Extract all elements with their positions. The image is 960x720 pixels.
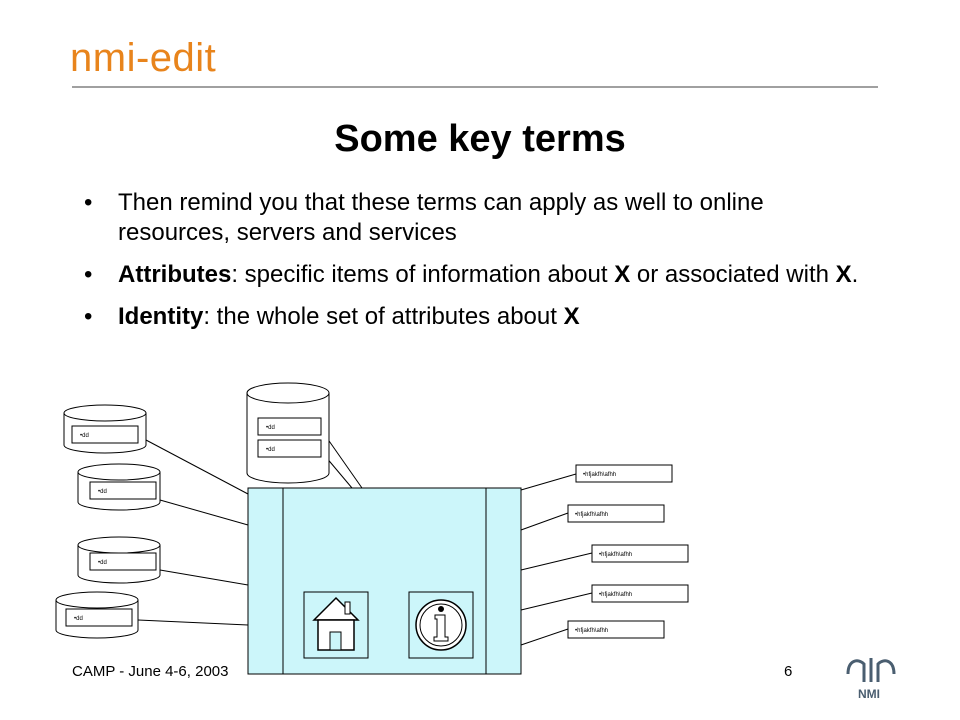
attribute-box (568, 621, 664, 638)
bullet-item: • Attributes: specific items of information about X or associated with X. (84, 261, 859, 288)
identity-panel (248, 488, 521, 674)
brand-title: nmi-edit (70, 36, 217, 80)
db-label: •dd (98, 560, 107, 566)
database-5 (247, 383, 329, 483)
bullet-text: . (851, 261, 859, 288)
attr-label: •hfjakfh\afhh (583, 472, 617, 478)
term-x: X (835, 261, 852, 288)
info-icon (409, 592, 473, 658)
term-identity: Identity (118, 303, 204, 330)
db-label: •dd (266, 447, 275, 453)
page-number: 6 (784, 663, 793, 680)
bullet-text: Then remind you that these terms can apply as well to online resources, servers and services (118, 189, 764, 246)
db-label: •dd (266, 425, 275, 431)
footer-event: CAMP - June 4-6, 2003 (72, 663, 229, 680)
nmi-logo (840, 652, 900, 702)
database-3 (78, 537, 160, 583)
attribute-box (592, 545, 688, 562)
bullet-text: or associated with (630, 261, 836, 288)
attribute-box (568, 505, 664, 522)
bullet-item: • Then remind you that these terms can apply as well to online resources, servers and services (84, 189, 764, 246)
bullet-text: : the whole set of attributes about (203, 303, 564, 330)
slide-title: Some key terms (334, 118, 626, 160)
attr-connectors (521, 474, 592, 645)
term-x: X (563, 303, 580, 330)
bullet-item: • Identity: the whole set of attributes about X (84, 303, 580, 330)
db-label: •dd (74, 616, 83, 622)
attribute-box (576, 465, 672, 482)
home-icon (304, 592, 368, 658)
attr-label: •hfjakfh\afhh (575, 628, 609, 634)
attr-label: •hfjakfh\afhh (575, 512, 609, 518)
term-attributes: Attributes (118, 261, 232, 288)
database-2 (78, 464, 160, 510)
database-1 (64, 405, 146, 453)
attr-label: •hfjakfh\afhh (599, 552, 633, 558)
database-4 (56, 592, 138, 638)
bullet-text: : specific items of information about (231, 261, 615, 288)
attr-label: •hfjakfh\afhh (599, 592, 633, 598)
db-label: •dd (98, 489, 107, 495)
db-label: •dd (80, 433, 89, 439)
term-x: X (614, 261, 631, 288)
logo-text: NMI (858, 687, 880, 701)
attribute-box (592, 585, 688, 602)
